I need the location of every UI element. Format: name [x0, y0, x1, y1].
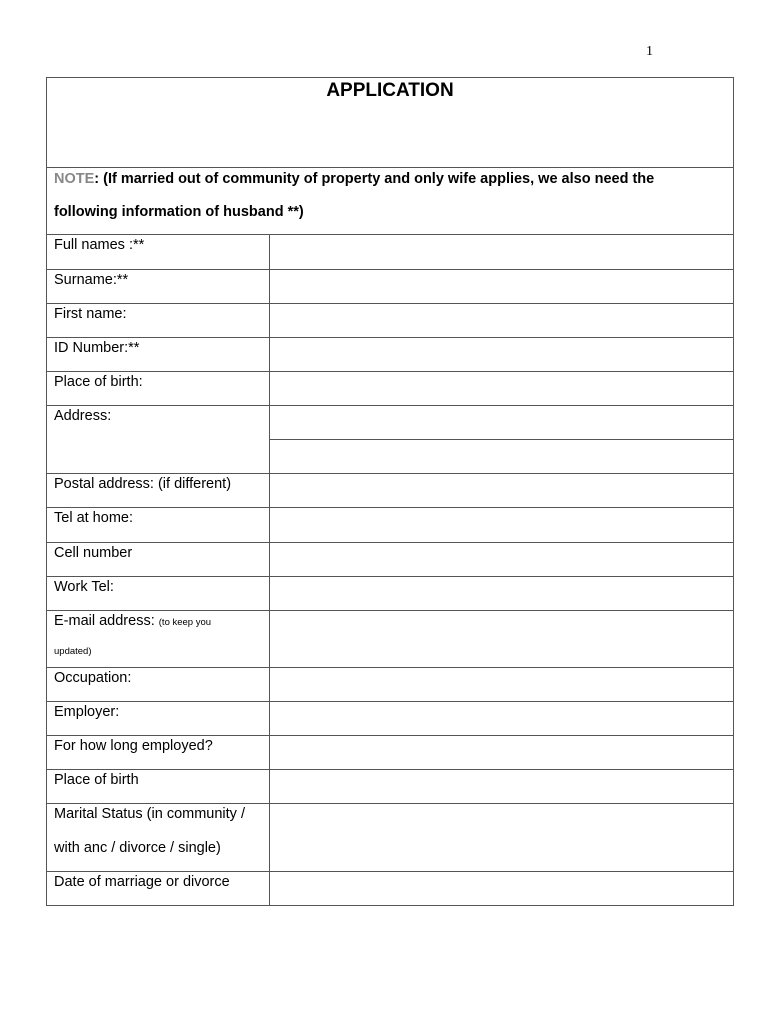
label-text: Surname:** [54, 272, 129, 288]
note-line-2: following information of husband **) [54, 204, 304, 220]
note-label: NOTE [54, 171, 95, 187]
row-first-name [47, 304, 733, 338]
row-date-marriage-divorce [47, 872, 733, 905]
place-of-birth-field[interactable] [270, 372, 733, 405]
postal-address-field[interactable] [270, 474, 733, 507]
label-place-of-birth-2 [47, 770, 270, 803]
place-of-birth-2-field[interactable] [270, 770, 733, 803]
row-surname [47, 270, 733, 304]
label-place-of-birth [47, 372, 270, 405]
label-text: First name: [54, 306, 127, 322]
label-text: ID Number:** [54, 340, 140, 356]
surname-field[interactable] [270, 270, 733, 303]
application-form [46, 77, 734, 906]
label-cell-number [47, 543, 270, 576]
label-marital-status [47, 804, 270, 871]
note-text-1: : (If married out of community of property and only wife applies, we also need the [94, 171, 655, 187]
row-place-of-birth [47, 372, 733, 406]
label-text: Place of birth: [54, 374, 143, 390]
how-long-employed-field[interactable] [270, 736, 733, 769]
address-line-1-field[interactable] [270, 406, 733, 440]
label-id-number [47, 338, 270, 371]
id-number-field[interactable] [270, 338, 733, 371]
label-text: Work Tel: [54, 579, 114, 595]
label-text: Full names :** [54, 237, 145, 253]
label-text: Employer: [54, 704, 120, 720]
title-block [47, 78, 733, 168]
note-section [47, 167, 733, 235]
label-text: Cell number [54, 545, 133, 561]
note-line-1 [54, 171, 654, 187]
label-text: Place of birth [54, 772, 139, 788]
label-tel-home [47, 508, 270, 542]
label-how-long-employed [47, 736, 270, 769]
label-text-2: with anc / divorce / single) [54, 840, 221, 856]
email-field[interactable] [270, 611, 733, 667]
label-text: Date of marriage or divorce [54, 874, 230, 890]
first-name-field[interactable] [270, 304, 733, 337]
label-date-marriage-divorce [47, 872, 270, 905]
label-text [54, 613, 211, 629]
label-full-names [47, 235, 270, 269]
address-line-2-field[interactable] [270, 440, 733, 474]
row-address [47, 406, 733, 474]
row-id-number [47, 338, 733, 372]
occupation-field[interactable] [270, 668, 733, 701]
label-surname [47, 270, 270, 303]
row-tel-home [47, 508, 733, 543]
email-label: E-mail address: [54, 613, 159, 629]
row-work-tel [47, 577, 733, 611]
row-employer [47, 702, 733, 736]
label-occupation [47, 668, 270, 701]
work-tel-field[interactable] [270, 577, 733, 610]
label-text: For how long employed? [54, 738, 213, 754]
label-text: Address: [54, 408, 112, 424]
label-email [47, 611, 270, 667]
tel-home-field[interactable] [270, 508, 733, 542]
label-employer [47, 702, 270, 735]
row-occupation [47, 668, 733, 702]
marital-status-field[interactable] [270, 804, 733, 871]
label-work-tel [47, 577, 270, 610]
row-marital-status [47, 804, 733, 872]
form-title: APPLICATION [326, 80, 454, 101]
label-text-1: Marital Status (in community / [54, 806, 245, 822]
date-marriage-divorce-field[interactable] [270, 872, 733, 905]
label-text: Occupation: [54, 670, 132, 686]
label-postal-address [47, 474, 270, 507]
employer-field[interactable] [270, 702, 733, 735]
row-cell-number [47, 543, 733, 577]
full-names-field[interactable] [270, 235, 733, 269]
label-first-name [47, 304, 270, 337]
page-number: 1 [646, 44, 653, 59]
row-email [47, 611, 733, 668]
row-postal-address [47, 474, 733, 508]
label-text: Postal address: (if different) [54, 476, 232, 492]
email-note-1: (to keep you [158, 617, 212, 628]
cell-number-field[interactable] [270, 543, 733, 576]
email-note-2: updated) [54, 646, 92, 657]
row-full-names [47, 235, 733, 270]
label-text: Tel at home: [54, 510, 133, 526]
label-address [47, 406, 270, 473]
row-place-of-birth-2 [47, 770, 733, 804]
row-how-long-employed [47, 736, 733, 770]
